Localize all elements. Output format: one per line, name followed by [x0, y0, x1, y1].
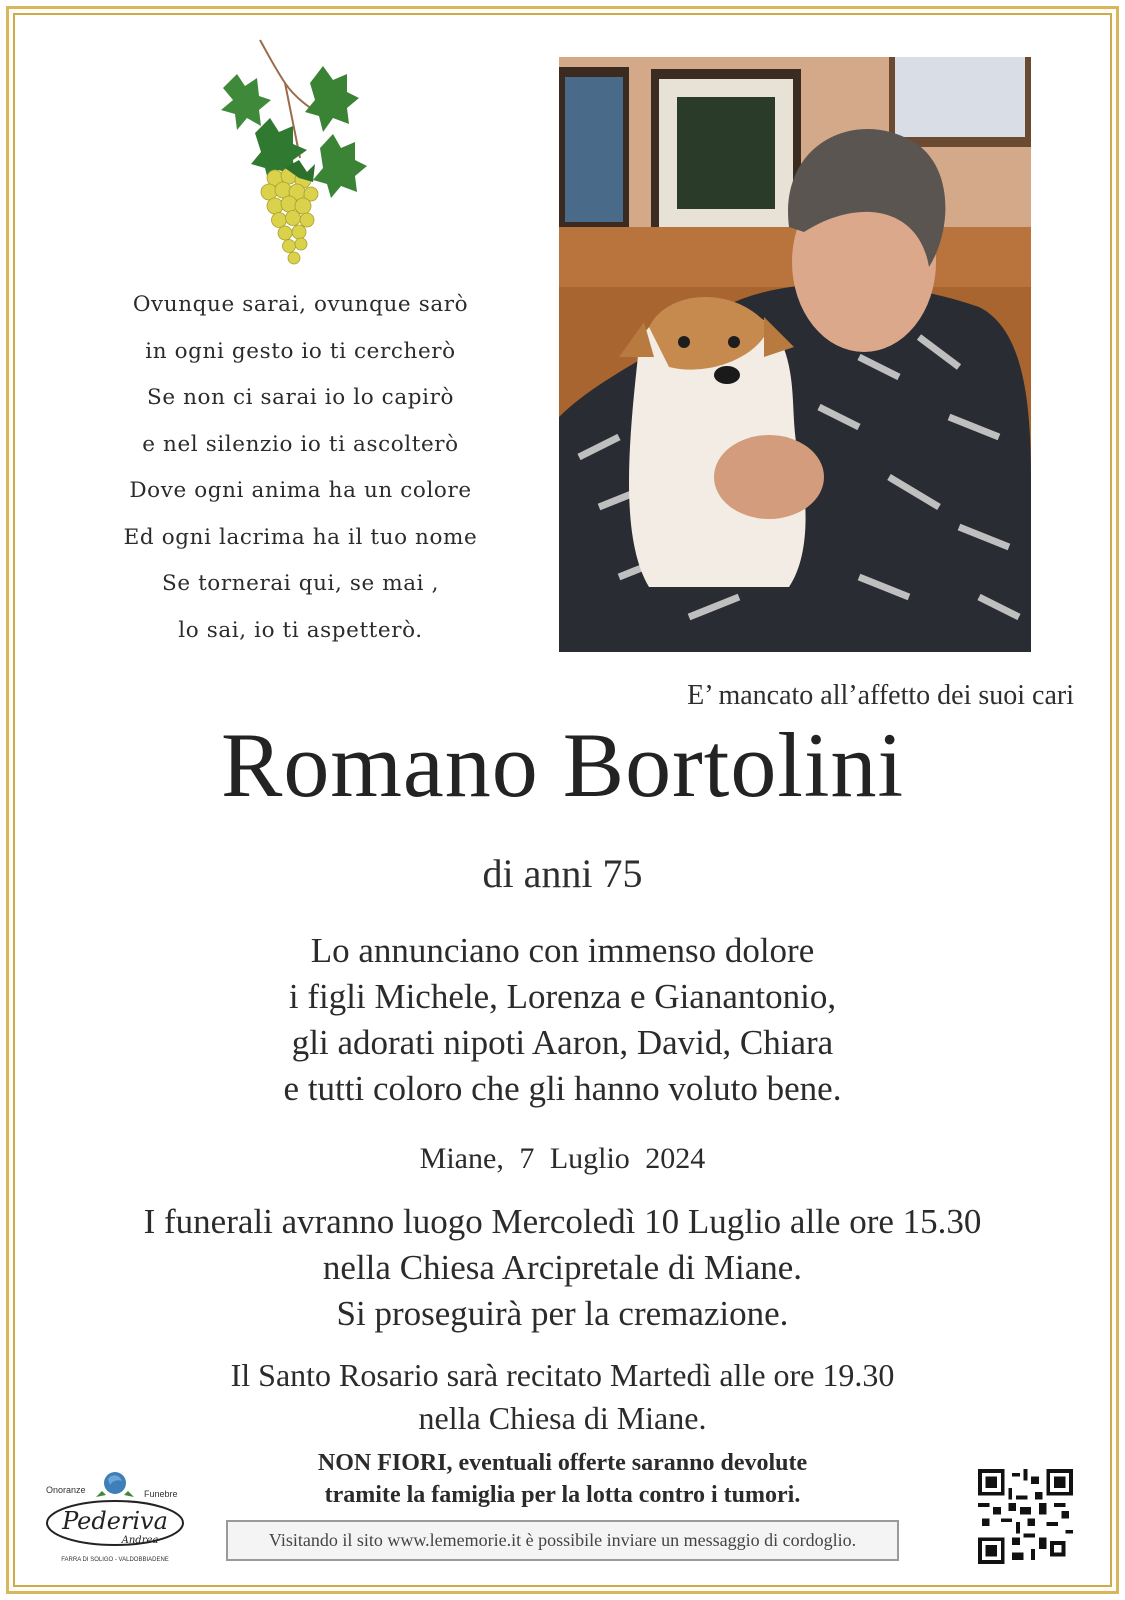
poem [88, 282, 513, 654]
grape-vine-icon [215, 38, 380, 278]
rosary-line: Il Santo Rosario sarà recitato Martedì alle ore 19.30 [230, 1357, 895, 1393]
poem-line: Se non ci sarai io lo capirò [147, 385, 454, 410]
deceased-age: di anni 75 [482, 851, 643, 896]
svg-text:Onoranze: Onoranze [46, 1485, 86, 1495]
rose-icon [96, 1472, 134, 1497]
qr-code-icon [978, 1469, 1073, 1564]
intro-line: E’ mancato all’affetto dei suoi cari [687, 680, 1074, 711]
funeral-line: Si proseguirà per la cremazione. [336, 1294, 789, 1333]
announcement-line: Lo annunciano con immenso dolore [310, 931, 815, 970]
announcement-line: e tutti coloro che gli hanno voluto bene. [283, 1069, 842, 1108]
poem-line: in ogni gesto io ti cercherò [145, 338, 456, 364]
no-flowers-line: tramite la famiglia per la lotta contro i tumori. [324, 1482, 801, 1508]
poem-line: Dove ogni anima ha un colore [129, 478, 472, 503]
no-flowers-line: NON FIORI, eventuali offerte saranno devolute [317, 1450, 808, 1476]
deceased-name: Romano Bortolini [221, 714, 904, 816]
svg-text:FARRA DI SOLIGO - VALDOBBIADEN: FARRA DI SOLIGO - VALDOBBIADENE [61, 1557, 169, 1563]
announcement-line: gli adorati nipoti Aaron, David, Chiara [291, 1023, 834, 1062]
poem-line: e nel silenzio io ti ascolterò [142, 431, 459, 457]
rosary-line: nella Chiesa di Miane. [418, 1400, 707, 1436]
funeral-line: I funerali avranno luogo Mercoledì 10 Luglio alle ore 15.30 [143, 1202, 982, 1241]
funeral-line: nella Chiesa Arcipretale di Miane. [322, 1248, 803, 1287]
rosary-info [0, 1354, 1125, 1440]
poem-line: Ed ogni lacrima ha il tuo nome [123, 524, 478, 550]
deceased-portrait-photo [559, 57, 1031, 652]
poem-line: Ovunque sarai, ovunque sarò [132, 292, 469, 317]
funeral-home-logo [40, 1467, 190, 1567]
condolence-website-note: Visitando il sito www.lememorie.it è possibile inviare un messaggio di cordoglio. [226, 1520, 899, 1561]
place-date: Miane, 7 Luglio 2024 [419, 1142, 706, 1175]
poem-line: Se tornerai qui, se mai , [161, 571, 440, 596]
funeral-info [0, 1199, 1125, 1337]
svg-text:Andrea: Andrea [121, 1535, 159, 1546]
svg-text:Pederiva: Pederiva [62, 1507, 168, 1535]
announcement-line: i figli Michele, Lorenza e Gianantonio, [288, 977, 837, 1016]
svg-text:Funebre: Funebre [144, 1489, 178, 1499]
poem-line: lo sai, io ti aspetterò. [178, 617, 423, 643]
announcement [0, 928, 1125, 1112]
